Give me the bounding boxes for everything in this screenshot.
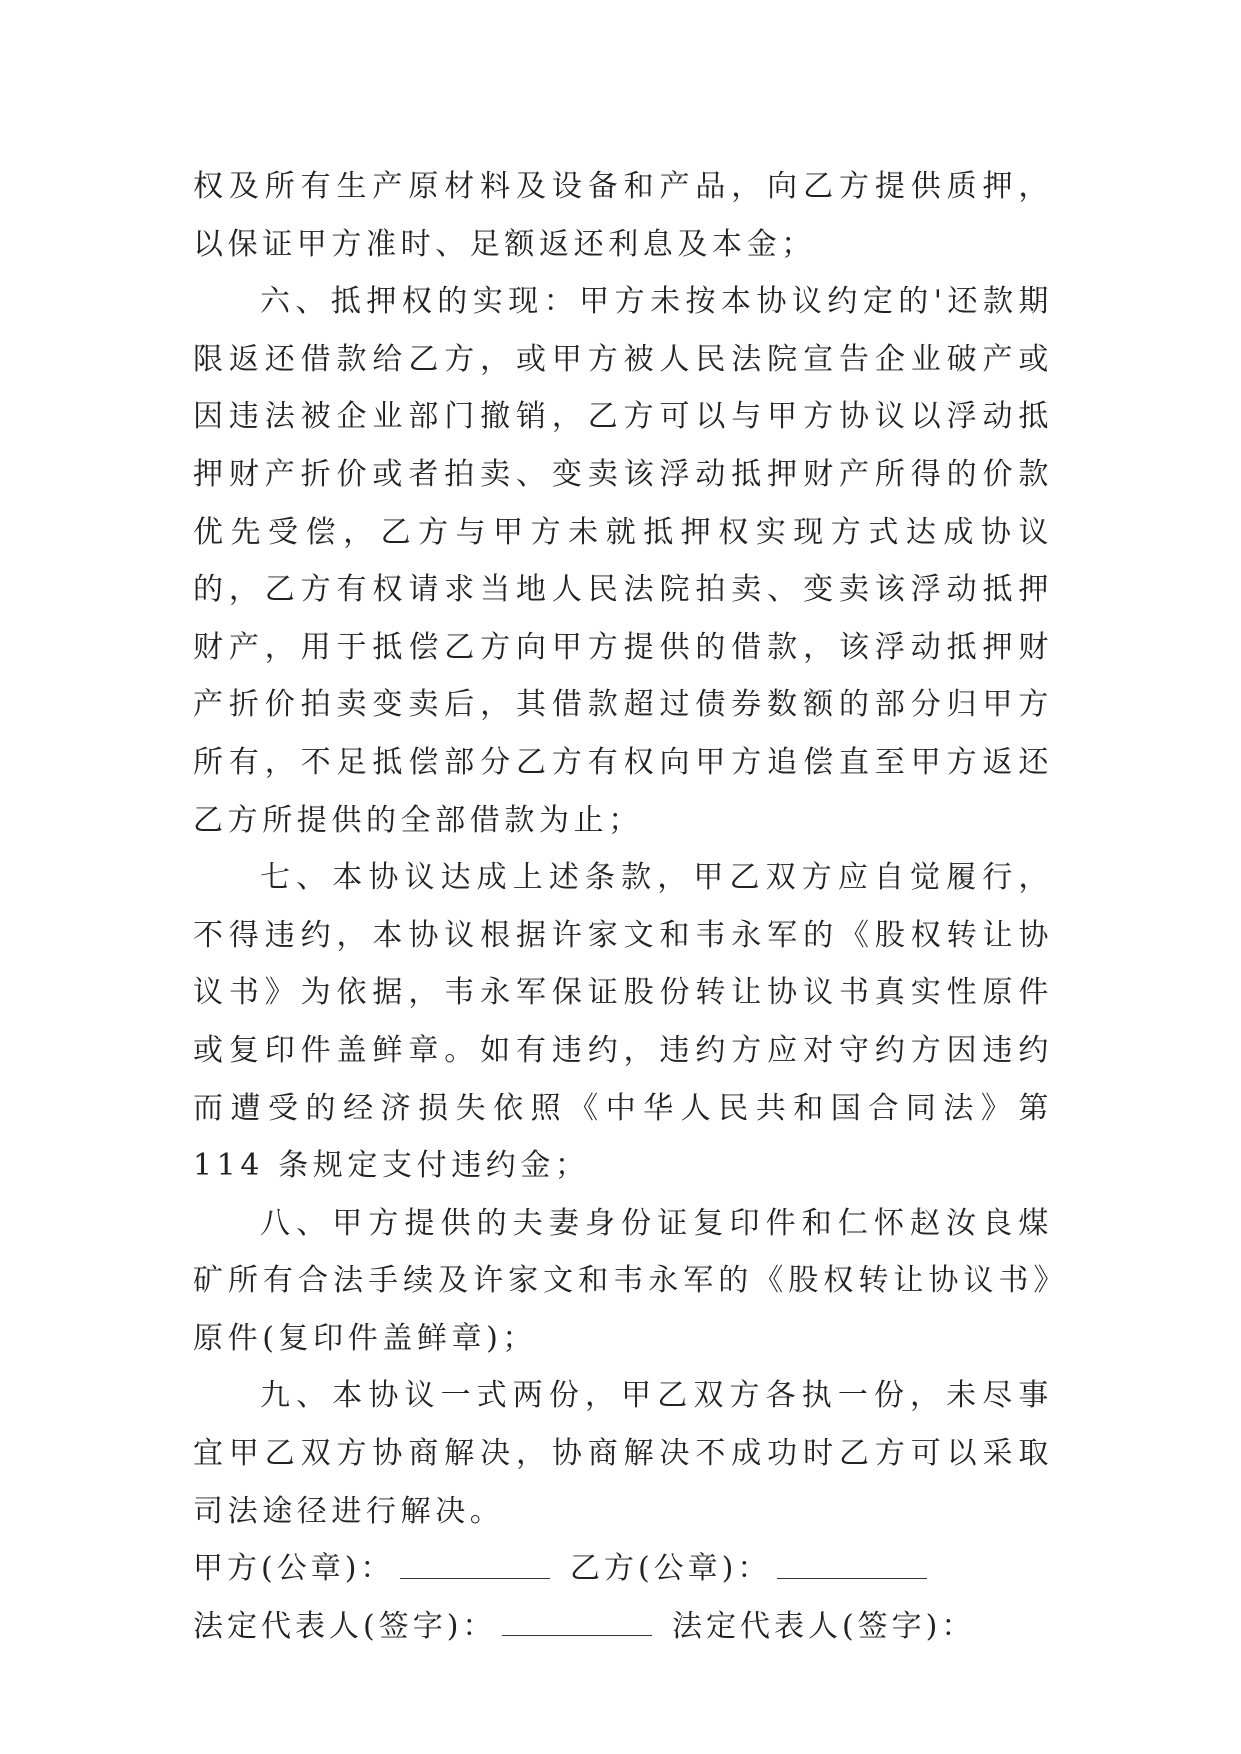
party-b-seal-label: 乙方(公章)： <box>569 1551 772 1587</box>
seal-line <box>193 1540 1053 1598</box>
party-b-seal-blank <box>777 1578 927 1579</box>
party-a-seal-blank <box>400 1578 550 1579</box>
party-a-seal-label: 甲方(公章)： <box>193 1551 395 1587</box>
paragraph-clause-7: 七、本协议达成上述条款，甲乙双方应自觉履行，不得违约，本协议根据许家文和韦永军的《股权转让协议书》为依据，韦永军保证股份转让协议书真实性原件或复印件盖鲜章。如有违约，违约方应对守约方因违约而遭受的经济损失依照《中华人民共和国合同法》第 114 条规定支付违约金； <box>193 860 1053 1184</box>
paragraph-clause-8: 八、甲方提供的夫妻身份证复印件和仁怀赵汝良煤矿所有合法手续及许家文和韦永军的《股权转让协议书》原件(复印件盖鲜章)； <box>193 1205 1053 1356</box>
document-body <box>193 158 1053 1655</box>
legal-rep-a-blank <box>502 1635 652 1636</box>
paragraph-clause-9: 九、本协议一式两份，甲乙双方各执一份，未尽事宜甲乙双方协商解决，协商解决不成功时乙方可以采取司法途径进行解决。 <box>193 1378 1053 1529</box>
signature-line <box>193 1598 1053 1656</box>
legal-rep-b-label: 法定代表人(签字)： <box>671 1608 976 1644</box>
legal-rep-a-label: 法定代表人(签字)： <box>193 1608 497 1644</box>
paragraph-clause-6: 六、抵押权的实现：甲方未按本协议约定的'还款期限返还借款给乙方，或甲方被人民法院宣告企业破产或因违法被企业部门撤销，乙方可以与甲方协议以浮动抵押财产折价或者拍卖、变卖该浮动抵押财产所得的价款优先受偿，乙方与甲方未就抵押权实现方式达成协议的，乙方有权请求当地人民法院拍卖、变卖该浮动抵押财产，用于抵偿乙方向甲方提供的借款，该浮动抵押财产折价拍卖变卖后，其借款超过债券数额的部分归甲方所有，不足抵偿部分乙方有权向甲方追偿直至甲方返还乙方所提供的全部借款为止； <box>193 284 1053 838</box>
paragraph-continuation: 权及所有生产原材料及设备和产品，向乙方提供质押，以保证甲方准时、足额返还利息及本金； <box>193 169 1053 262</box>
